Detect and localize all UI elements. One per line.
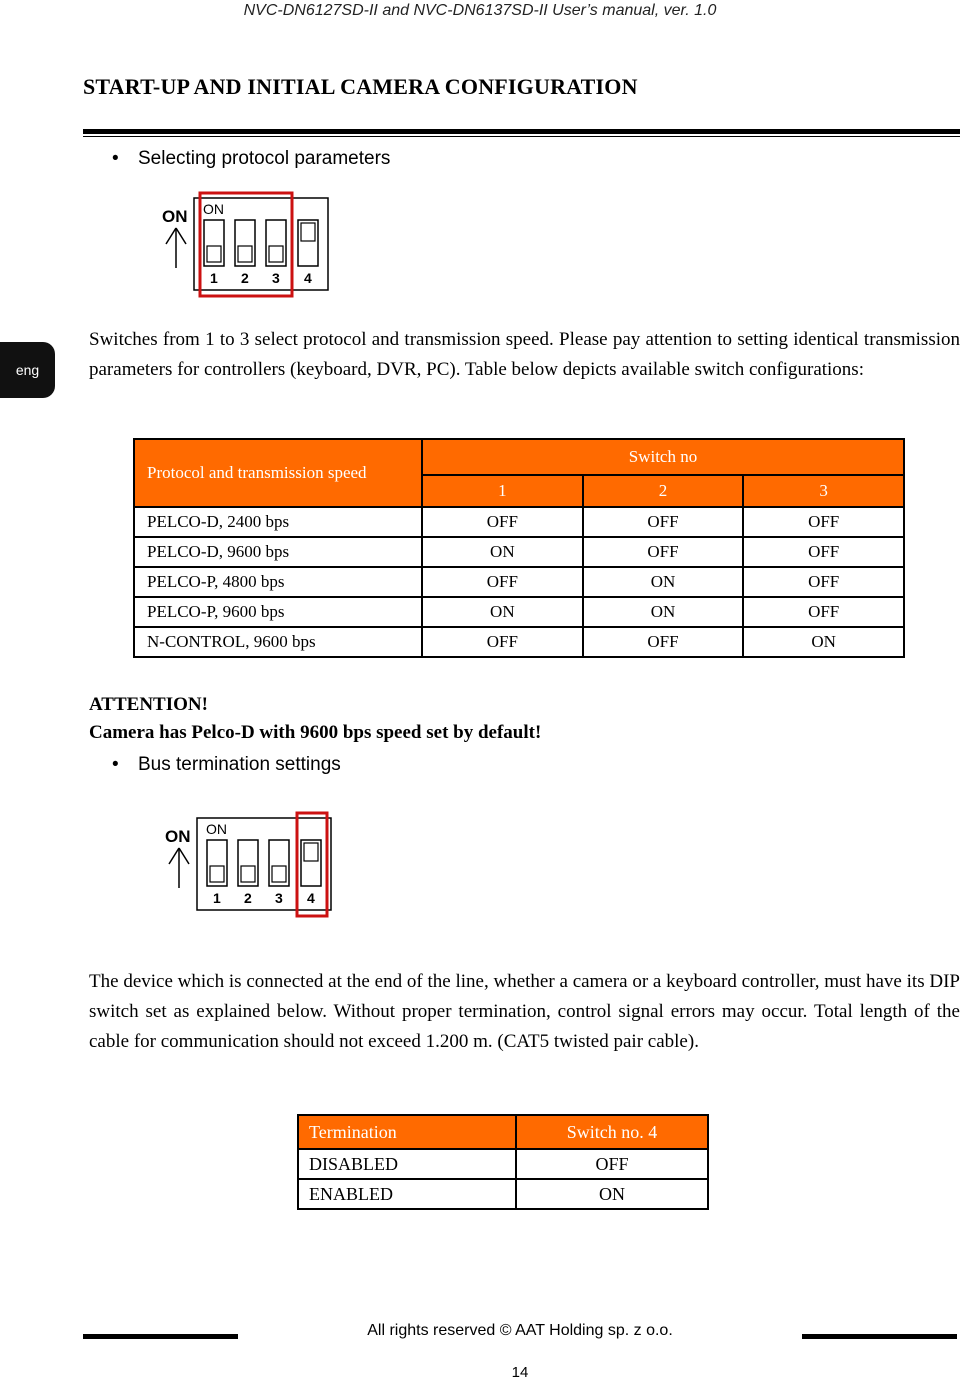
dip-switch-on-label: ON xyxy=(203,201,224,217)
termination-table xyxy=(297,1114,709,1210)
bullet-icon: • xyxy=(112,148,119,169)
dip-slider-1 xyxy=(204,220,224,266)
cell-switch-2: ON xyxy=(583,567,744,597)
dip-slider-4 xyxy=(301,840,321,886)
dip-number-2: 2 xyxy=(241,270,249,286)
table-row xyxy=(134,597,904,627)
table-row xyxy=(298,1179,708,1209)
cell-switch-2: OFF xyxy=(583,537,744,567)
bullet-item-protocol xyxy=(112,148,390,170)
cell-value: ON xyxy=(516,1179,708,1209)
dip-number-3: 3 xyxy=(272,270,280,286)
protocol-table xyxy=(133,438,905,658)
dip-slider-2 xyxy=(238,840,258,886)
dip-number-4: 4 xyxy=(304,270,312,286)
cell-switch-3: OFF xyxy=(743,597,904,627)
cell-switch-1: OFF xyxy=(422,627,583,657)
cell-switch-3: OFF xyxy=(743,537,904,567)
bullet-item-termination xyxy=(112,754,341,776)
table-row xyxy=(298,1149,708,1179)
up-arrow-icon xyxy=(166,228,186,268)
cell-switch-2: OFF xyxy=(583,507,744,537)
attention-note xyxy=(89,691,541,747)
dip-number-1: 1 xyxy=(210,270,218,286)
table-header-switch-no: Switch no xyxy=(422,439,904,475)
cell-switch-2: OFF xyxy=(583,627,744,657)
footer-copyright: All rights reserved © AAT Holding sp. z o.o. xyxy=(367,1322,673,1339)
dip-number-3: 3 xyxy=(275,890,283,906)
dip-slider-2 xyxy=(235,220,255,266)
termination-intro-paragraph: The device which is connected at the end of the line, whether a camera or a keyboard controller, must have its DIP switch set as explained below. Without proper termination, control signal errors may occur. Total length of the cable for communication should not exceed 1.200 m. (CAT5 twisted pair cable). xyxy=(89,971,960,1052)
table-header-switch-2: 2 xyxy=(583,475,744,507)
cell-switch-2: ON xyxy=(583,597,744,627)
cell-value: OFF xyxy=(516,1149,708,1179)
dip-switch-on-label: ON xyxy=(206,821,227,837)
table-header-switch-4: Switch no. 4 xyxy=(516,1115,708,1149)
table-header-termination: Termination xyxy=(298,1115,516,1149)
attention-text: Camera has Pelco-D with 9600 bps speed set by default! xyxy=(89,722,542,743)
row-label: DISABLED xyxy=(298,1149,516,1179)
table-header-protocol: Protocol and transmission speed xyxy=(134,439,422,507)
attention-title: ATTENTION! xyxy=(89,694,208,715)
table-header-switch-1: 1 xyxy=(422,475,583,507)
cell-switch-1: OFF xyxy=(422,567,583,597)
dip-slider-4 xyxy=(298,220,318,266)
cell-switch-1: ON xyxy=(422,597,583,627)
section-title: START-UP AND INITIAL CAMERA CONFIGURATION xyxy=(83,74,638,99)
language-tab: eng xyxy=(0,342,55,398)
row-label: PELCO-D, 9600 bps xyxy=(134,537,422,567)
dip-slider-1 xyxy=(207,840,227,886)
row-label: ENABLED xyxy=(298,1179,516,1209)
dip-slider-3 xyxy=(266,220,286,266)
dip-number-4: 4 xyxy=(307,890,315,906)
title-rule-thin xyxy=(83,136,960,137)
dip-on-label: ON xyxy=(162,207,188,226)
dip-on-label: ON xyxy=(165,827,191,846)
row-label: PELCO-P, 4800 bps xyxy=(134,567,422,597)
table-row xyxy=(134,507,904,537)
title-rule xyxy=(83,129,960,134)
cell-switch-3: OFF xyxy=(743,507,904,537)
bullet-icon: • xyxy=(112,754,119,775)
dip-switch-termination xyxy=(163,810,343,925)
bullet-label: Selecting protocol parameters xyxy=(138,148,391,169)
bullet-label: Bus termination settings xyxy=(138,754,341,775)
page-number: 14 xyxy=(511,1364,529,1381)
row-label: PELCO-D, 2400 bps xyxy=(134,507,422,537)
table-row xyxy=(134,537,904,567)
row-label: N-CONTROL, 9600 bps xyxy=(134,627,422,657)
cell-switch-1: ON xyxy=(422,537,583,567)
table-header-switch-3: 3 xyxy=(743,475,904,507)
dip-switch-protocol xyxy=(160,190,340,305)
table-row xyxy=(134,627,904,657)
up-arrow-icon xyxy=(169,848,189,888)
cell-switch-3: ON xyxy=(743,627,904,657)
cell-switch-3: OFF xyxy=(743,567,904,597)
table-row xyxy=(134,567,904,597)
dip-number-2: 2 xyxy=(244,890,252,906)
row-label: PELCO-P, 9600 bps xyxy=(134,597,422,627)
dip-number-1: 1 xyxy=(213,890,221,906)
protocol-intro-paragraph: Switches from 1 to 3 select protocol and transmission speed. Please pay attention to setting identical transmission parameters for controllers (keyboard, DVR, PC). Table below depicts available switch configurations: xyxy=(89,329,960,380)
dip-slider-3 xyxy=(269,840,289,886)
cell-switch-1: OFF xyxy=(422,507,583,537)
document-header: NVC-DN6127SD-II and NVC-DN6137SD-II User’s manual, ver. 1.0 xyxy=(243,2,717,19)
